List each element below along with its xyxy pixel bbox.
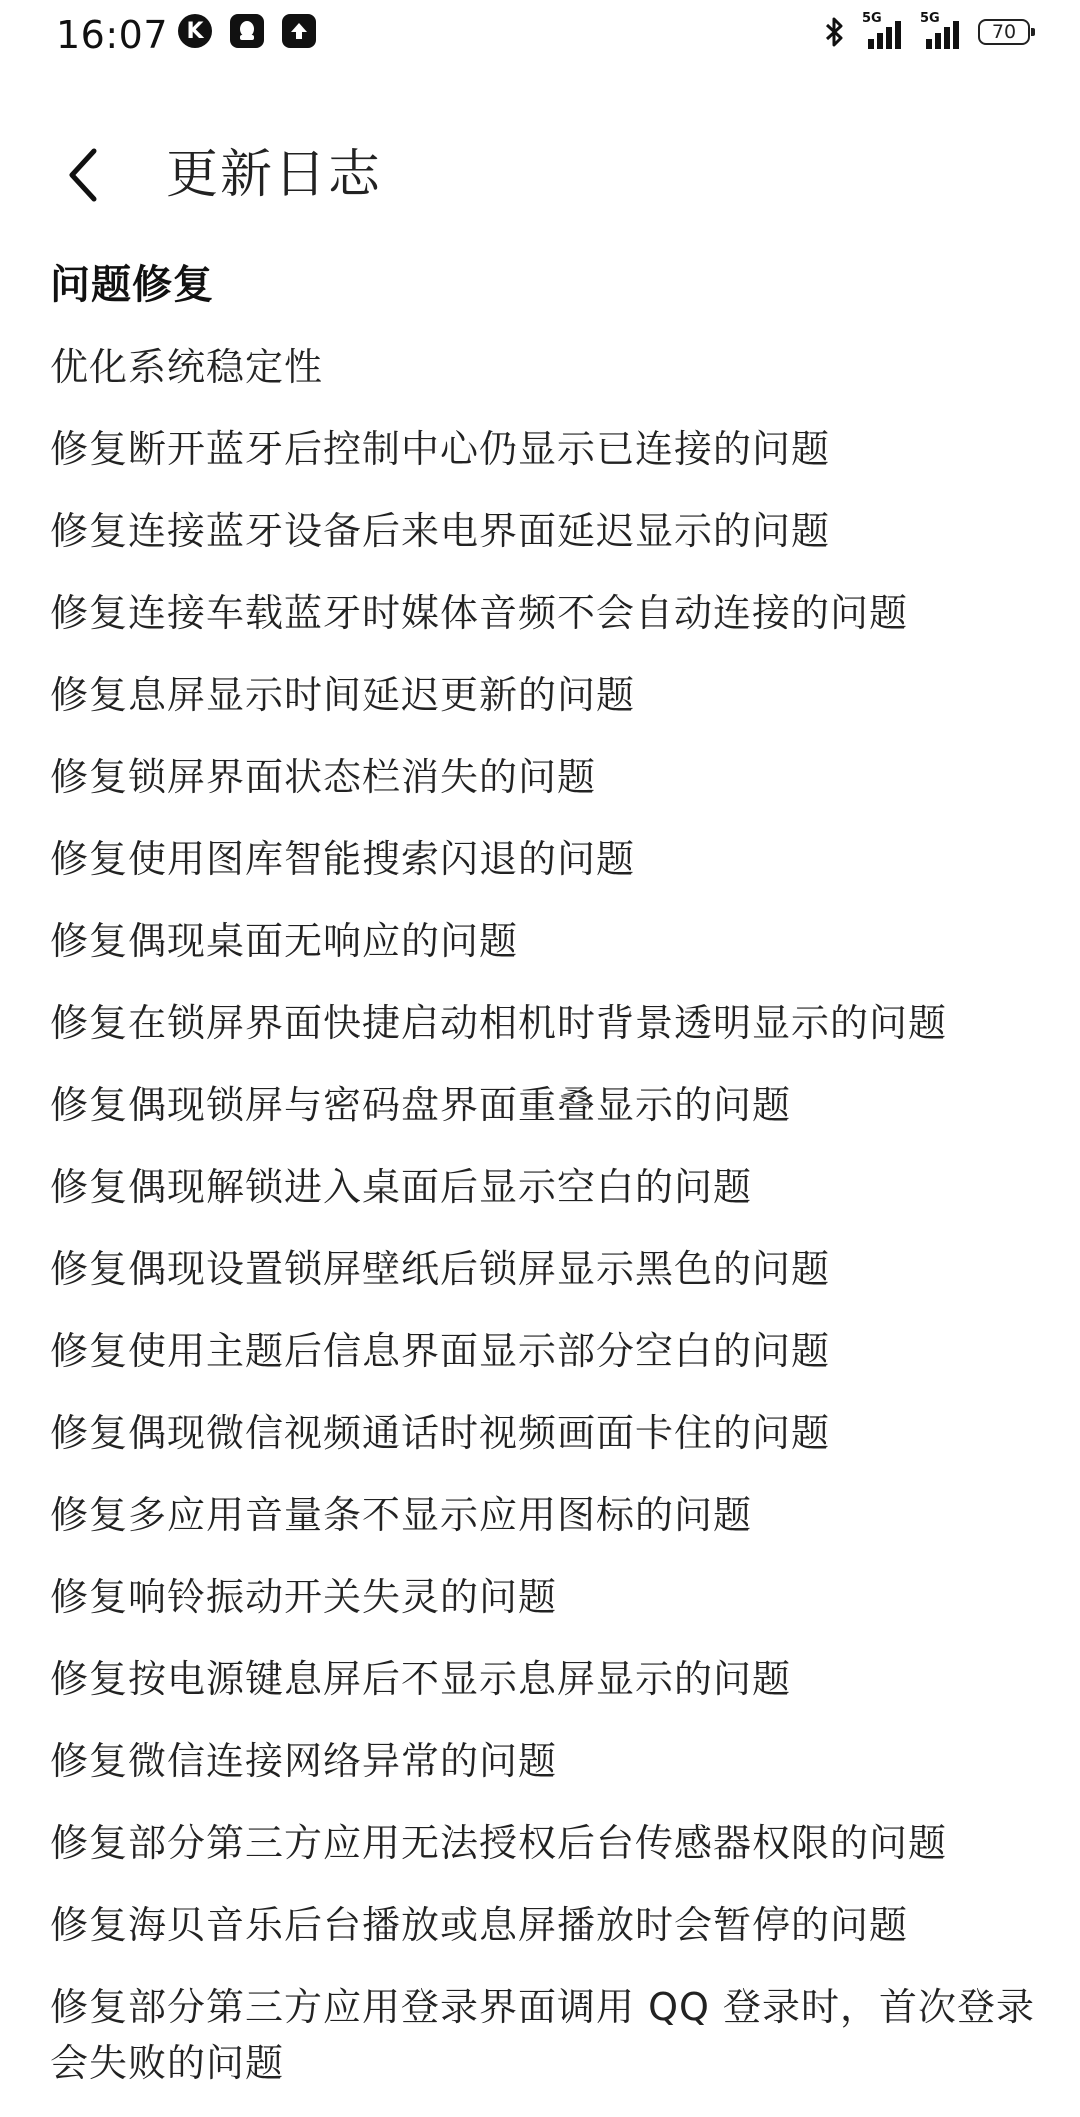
k-app-icon: K	[178, 14, 212, 48]
changelog-item: 修复息屏显示时间延迟更新的问题	[50, 673, 636, 717]
changelog-item: 优化系统稳定性	[50, 345, 324, 389]
changelog-item: 修复偶现设置锁屏壁纸后锁屏显示黑色的问题	[50, 1247, 831, 1291]
changelog-content	[50, 257, 1050, 2117]
app-header	[0, 130, 1080, 220]
changelog-item: 修复偶现微信视频通话时视频画面卡住的问题	[50, 1411, 831, 1455]
page-title: 更新日志	[166, 145, 383, 205]
signal-icon-2	[920, 11, 964, 49]
bluetooth-icon	[822, 14, 848, 50]
signal-icon-1	[862, 11, 906, 49]
notification-icons	[178, 14, 316, 48]
changelog-item: 修复响铃振动开关失灵的问题	[50, 1575, 558, 1619]
upload-icon	[282, 14, 316, 48]
changelog-item: 修复偶现解锁进入桌面后显示空白的问题	[50, 1165, 753, 1209]
section-title: 问题修复	[50, 262, 214, 308]
status-time: 16:07	[56, 13, 169, 57]
changelog-item: 修复按电源键息屏后不显示息屏显示的问题	[50, 1657, 792, 1701]
changelog-item: 修复微信连接网络异常的问题	[50, 1739, 558, 1783]
changelog-item: 修复部分第三方应用登录界面调用 QQ 登录时，首次登录会失败的问题	[50, 1985, 1035, 2085]
changelog-list	[50, 339, 1050, 2091]
changelog-item: 修复连接车载蓝牙时媒体音频不会自动连接的问题	[50, 591, 909, 635]
changelog-item: 修复海贝音乐后台播放或息屏播放时会暂停的问题	[50, 1903, 909, 1947]
changelog-item: 修复部分第三方应用无法授权后台传感器权限的问题	[50, 1821, 948, 1865]
changelog-item: 修复偶现桌面无响应的问题	[50, 919, 519, 963]
qq-penguin-icon	[230, 14, 264, 48]
changelog-item: 修复多应用音量条不显示应用图标的问题	[50, 1493, 753, 1537]
changelog-item: 修复断开蓝牙后控制中心仍显示已连接的问题	[50, 427, 831, 471]
chevron-left-icon	[66, 147, 100, 203]
system-icons	[822, 11, 1030, 50]
changelog-item: 修复偶现锁屏与密码盘界面重叠显示的问题	[50, 1083, 792, 1127]
back-button[interactable]	[58, 144, 108, 206]
status-bar	[0, 0, 1080, 70]
changelog-item: 修复连接蓝牙设备后来电界面延迟显示的问题	[50, 509, 831, 553]
changelog-item: 修复锁屏界面状态栏消失的问题	[50, 755, 597, 799]
battery-icon	[978, 19, 1030, 45]
changelog-item: 修复使用主题后信息界面显示部分空白的问题	[50, 1329, 831, 1373]
signal-label: 5G	[920, 11, 940, 26]
signal-label: 5G	[862, 11, 882, 26]
changelog-item: 修复在锁屏界面快捷启动相机时背景透明显示的问题	[50, 1001, 948, 1045]
changelog-item: 修复使用图库智能搜索闪退的问题	[50, 837, 636, 881]
battery-level: 70	[991, 21, 1017, 43]
